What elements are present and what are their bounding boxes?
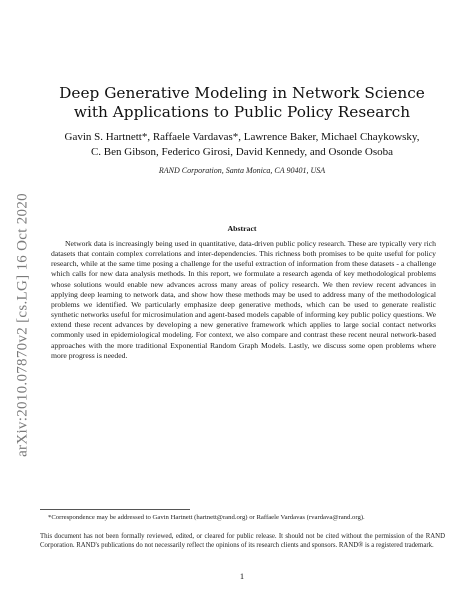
authors-line-1: Gavin S. Hartnett*, Raffaele Vardavas*, Lawrence Baker, Michael Chaykowsky,: [64, 131, 420, 143]
arxiv-identifier-stamp: [12, 165, 34, 485]
footnote-divider: [40, 509, 190, 510]
release-disclaimer: This document has not been formally reviewed, edited, or cleared for public release. It should not be cited without the permission of the RAND Corporation. RAND's publications do not necessarily reflect the opinions of its research clients and sponsors. RAND® is a registered trademark.: [40, 533, 445, 550]
author-list: [40, 130, 444, 160]
affiliation: RAND Corporation, Santa Monica, CA 90401, USA: [158, 166, 326, 175]
abstract-text: Network data is increasingly being used in quantitative, data-driven public policy research. These are typically very rich datasets that contain complex correlations and inter-dependencies. This richness both promises to be quite useful for policy research, while at the same time posing a challenge for the useful extraction of information from these datasets - a challenge which calls for new data analysis methods. In this report, we formulate a research agenda of key methodological problems whose solutions would enable new advances across many areas of policy research. We then review recent advances in applying deep learning to network data, and show how these methods may be used to address many of the methodological problems we identified. We particularly emphasize deep generative methods, which can be used to generate realistic synthetic networks useful for microsimulation and agent-based models capable of informing key public policy questions. We extend these recent advances by developing a new generative framework which applies to large social contact networks commonly used in epidemiological modeling. For context, we also compare and contrast these recent neural network-based approaches with the more traditional Exponential Random Graph Models. Lastly, we discuss some open problems where more progress is needed.: [51, 239, 436, 360]
arxiv-identifier-text: arXiv:2010.07870v2 [cs.LG] 16 Oct 2020: [14, 193, 31, 457]
title-line-1: Deep Generative Modeling in Network Science: [59, 84, 425, 102]
authors-line-2: C. Ben Gibson, Federico Girosi, David Kennedy, and Osonde Osoba: [90, 146, 394, 158]
title-line-2: with Applications to Public Policy Research: [73, 103, 411, 121]
paper-title: [50, 84, 434, 122]
abstract-heading: Abstract: [227, 224, 257, 233]
page-number: 1: [239, 571, 245, 581]
correspondence-footnote: *Correspondence may be addressed to Gavin Hartnett (hartnett@rand.org) or Raffaele Vardavas (rvardava@rand.org).: [48, 514, 365, 521]
